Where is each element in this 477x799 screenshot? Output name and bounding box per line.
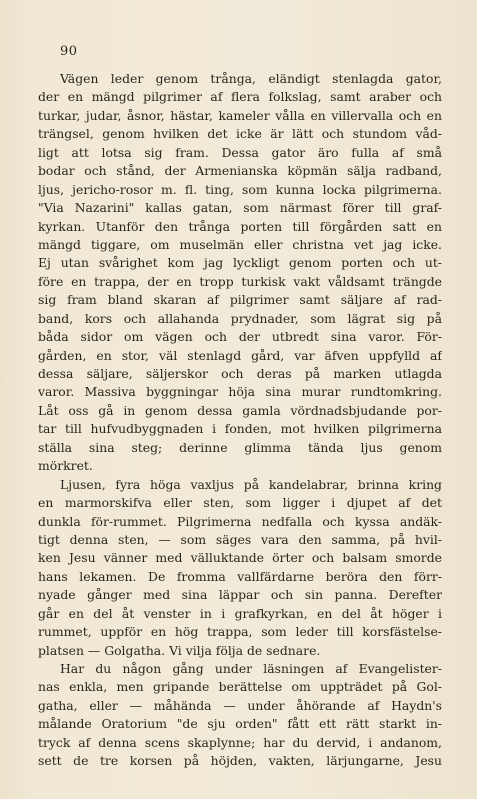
text-line: före en trappa, der en tropp turkisk vakt våldsamt trängde [38,273,442,289]
text-line: gården, en stor, väl stenlagd gård, var äfven uppfylld af [38,347,442,363]
page-number: 90 [60,44,78,59]
text-line: platsen — Golgatha. Vi vilja följa de sednare. [38,642,321,658]
text-line: en marmorskifva eller sten, som ligger i djupet af det [38,495,442,511]
text-line: hans lekamen. De fromma vallfärdarne beröra den förr- [38,568,442,584]
text-line: går en del åt venster in i grafkyrkan, en del åt höger i [38,605,442,621]
text-line: ligt att lotsa sig fram. Dessa gator äro fulla af små [38,144,442,160]
text-line: bodar och stånd, der Armenianska köpmän sälja radband, [38,163,442,179]
text-line: mörkret. [38,458,93,474]
text-line: Ljusen, fyra höga vaxljus på kandelabrar, brinna kring [60,476,442,492]
text-line: Låt oss gå in genom dessa gamla vördnadsbjudande por- [38,402,442,418]
text-line: ställa sina steg; derinne glimma tända ljus genom [38,439,442,455]
text-line: mängd tiggare, om muselmän eller christna vet jag icke. [38,236,442,252]
text-line: band, kors och allahanda prydnader, som lägrat sig på [38,310,442,326]
text-line: nas enkla, men gripande berättelse om uppträdet på Gol- [38,679,442,695]
text-line: tar till hufvudbyggnaden i fonden, mot hvilken pilgrimerna [38,421,442,437]
text-line: "Via Nazarini" kallas gatan, som närmast förer till graf- [38,200,442,216]
text-line: rummet, uppför en hög trappa, som leder till korsfästelse- [38,624,442,640]
text-line: kyrkan. Utanför den trånga porten till förgården satt en [38,218,442,234]
text-line: sett de tre korsen på höjden, vakten, lärjungarne, Jesu [38,753,442,769]
text-line: sig fram bland skaran af pilgrimer samt säljare af rad- [38,292,442,308]
text-line: Vägen leder genom trånga, eländigt stenlagda gator, [60,71,442,86]
text-line: Har du någon gång under läsningen af Evangelister- [60,661,442,676]
text-line: ljus, jericho-rosor m. fl. ting, som kunna locka pilgrimerna. [38,181,442,197]
body-text [38,70,442,771]
text-line: dunkla för-rummet. Pilgrimerna nedfalla och kyssa andäk- [38,513,442,529]
text-line: dessa säljare, säljerskor och deras på marken utlagda [38,366,442,381]
text-line: nyade gånger med sina läppar och sin panna. Derefter [38,587,442,603]
text-line: turkar, judar, åsnor, hästar, kameler vålla en villervalla och en [38,107,442,123]
text-line: gatha, eller — måhända — under åhörande af Haydn's [38,697,442,713]
text-line: Ej utan svårighet kom jag lyckligt genom porten och ut- [38,255,442,271]
text-line: varor. Massiva byggningar höja sina murar rundtomkring. [38,384,442,400]
text-line: tryck af denna scens skaplynne; har du dervid, i andanom, [38,734,442,750]
text-line: målande Oratorium "de sju orden" fått ett rätt starkt in- [38,716,442,732]
text-line: der en mängd pilgrimer af flera folkslag, samt araber och [38,89,442,105]
text-line: ken Jesu vänner med välluktande örter och balsam smorde [38,550,442,566]
text-line: båda sidor om vägen och der utbredt sina varor. För- [38,329,442,345]
text-line: trängsel, genom hvilken det icke är lätt och stundom våd- [38,126,442,142]
text-line: tigt denna sten, — som säges vara den samma, på hvil- [38,531,442,547]
